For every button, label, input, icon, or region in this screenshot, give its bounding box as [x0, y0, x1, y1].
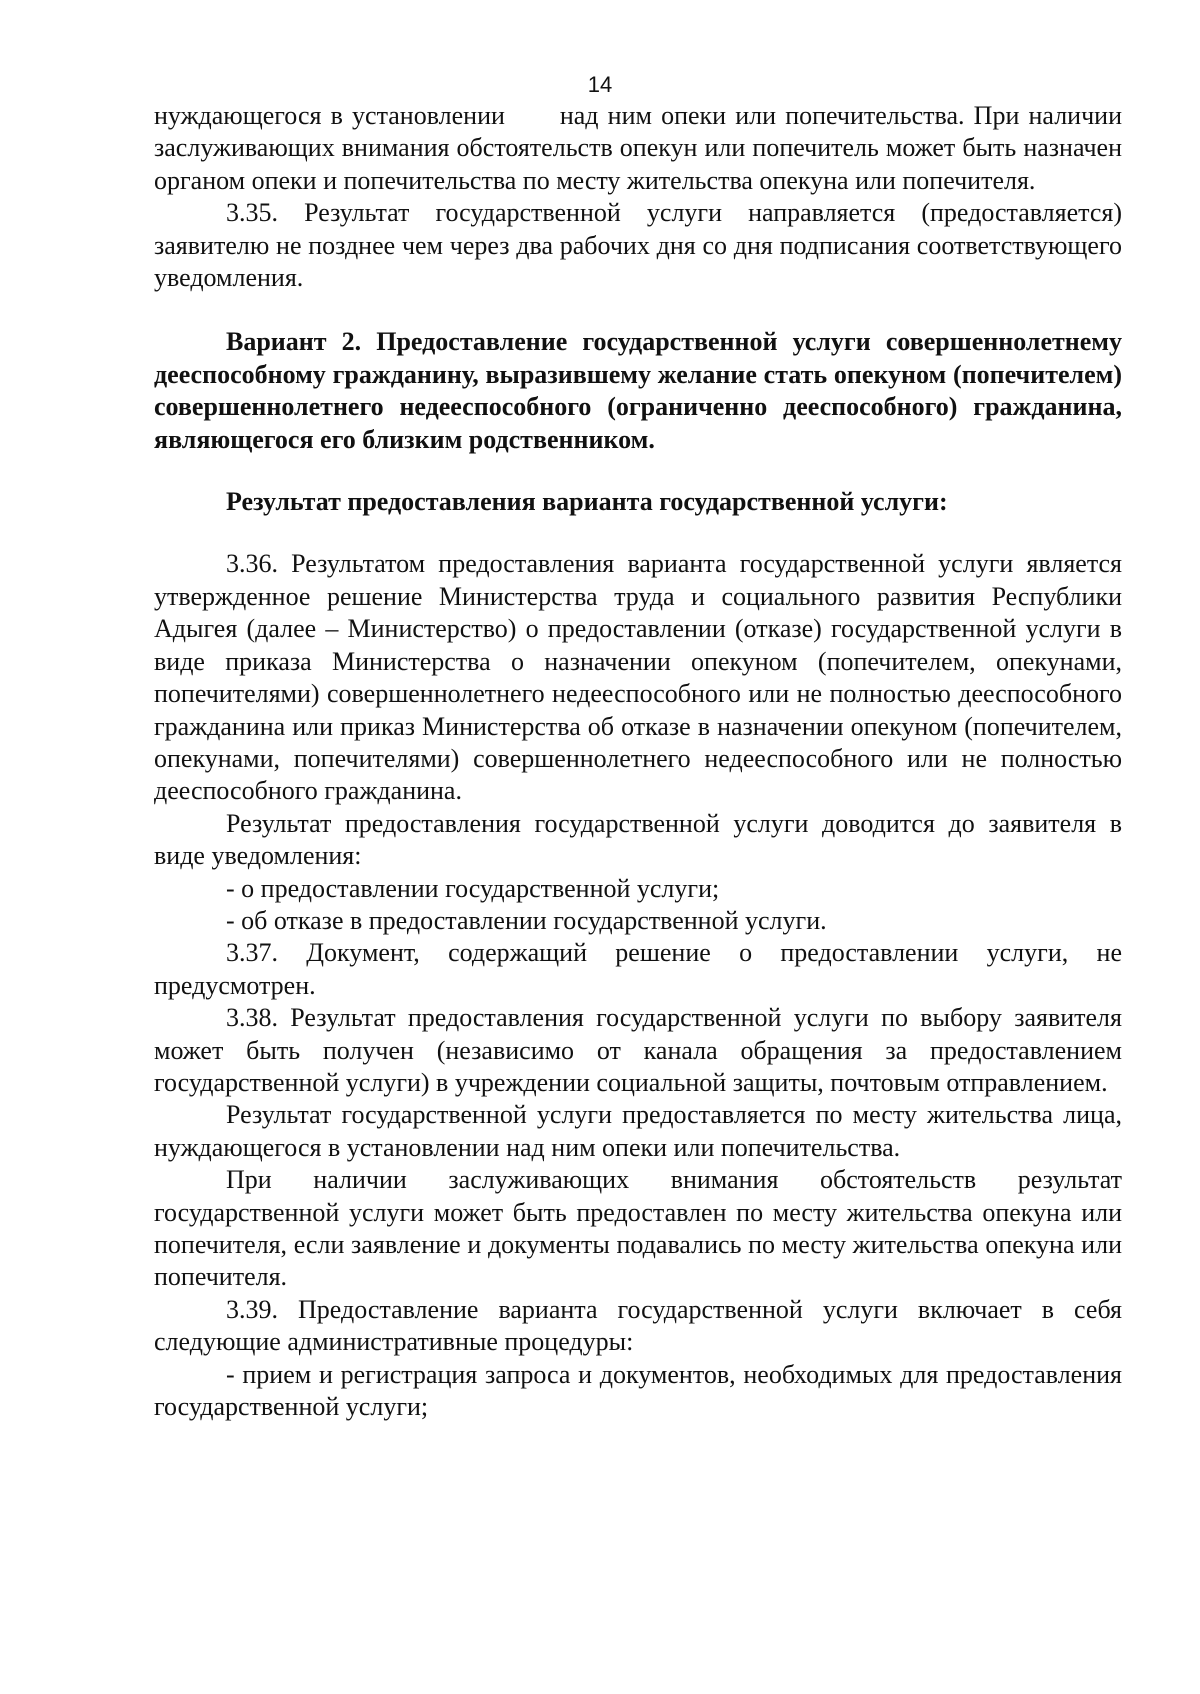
paragraph-3-36: 3.36. Результатом предоставления варианта государственной услуги является утвержденное решение Министерства труда и социального развития Республики Адыгея (далее – Министерство) о предоставлении (отказе) государственной услуги в виде приказа Министерства о назначении опекуном (попечителем, опекунами, попечителями) совершеннолетнего недееспособного или не полностью дееспособного гражданина или приказ Министерства об отказе в назначении опекуном (попечителем, опекунами, попечителями) совершеннолетнего недееспособного или не полностью дееспособного гражданина. [154, 549, 1122, 806]
paragraph-3-38: 3.38. Результат предоставления государственной услуги по выбору заявителя может быть получен (независимо от канала обращения за предоставлением государственной услуги) в учреждении социальной защиты, почтовым отправлением. [154, 1003, 1122, 1097]
variant-heading: Вариант 2. Предоставление государственной услуги совершеннолетнему дееспособному гражданину, выразившему желание стать опекуном (попечителем) совершеннолетнего недееспособного (ограниченно дееспособного) гражданина, являющегося его близким родственником. [154, 327, 1122, 454]
list-item-refusal: - об отказе в предоставлении государственной услуги. [226, 905, 827, 935]
paragraph-residence: Результат государственной услуги предоставляется по месту жительства лица, нуждающегося в установлении над ним опеки или попечительства. [154, 1100, 1122, 1162]
paragraph-3-37: 3.37. Документ, содержащий решение о предоставлении услуги, не предусмотрен. [154, 938, 1122, 1000]
paragraph-3-35: 3.35. Результат государственной услуги направляется (предоставляется) заявителю не позднее чем через два рабочих дня со дня подписания соответствующего уведомления. [154, 198, 1122, 293]
continuation-paragraph: нуждающегося в установлении над ним опеки или попечительства. При наличии заслуживающих внимания обстоятельств опекун или попечитель может быть назначен органом опеки и попечительства по месту жительства опекуна или попечителя. [154, 101, 1129, 195]
paragraph-circumstances: При наличии заслуживающих внимания обстоятельств результат государственной услуги может быть предоставлен по месту жительства опекуна или попечителя, если заявление и документы подавались по месту жительства опекуна или попечителя. [154, 1165, 1122, 1292]
paragraph-3-39: 3.39. Предоставление варианта государственной услуги включает в себя следующие административные процедуры: [154, 1294, 1122, 1357]
list-item-reception: - прием и регистрация запроса и документов, необходимых для предоставления государственной услуги; [154, 1359, 1122, 1422]
page-number: 14 [587, 72, 613, 97]
document-body [154, 100, 1129, 1423]
paragraph-result-notice: Результат предоставления государственной услуги доводится до заявителя в виде уведомления: [154, 808, 1122, 871]
result-heading: Результат предоставления варианта государственной услуги: [226, 487, 948, 517]
list-item-grant: - о предоставлении государственной услуги; [226, 873, 720, 903]
